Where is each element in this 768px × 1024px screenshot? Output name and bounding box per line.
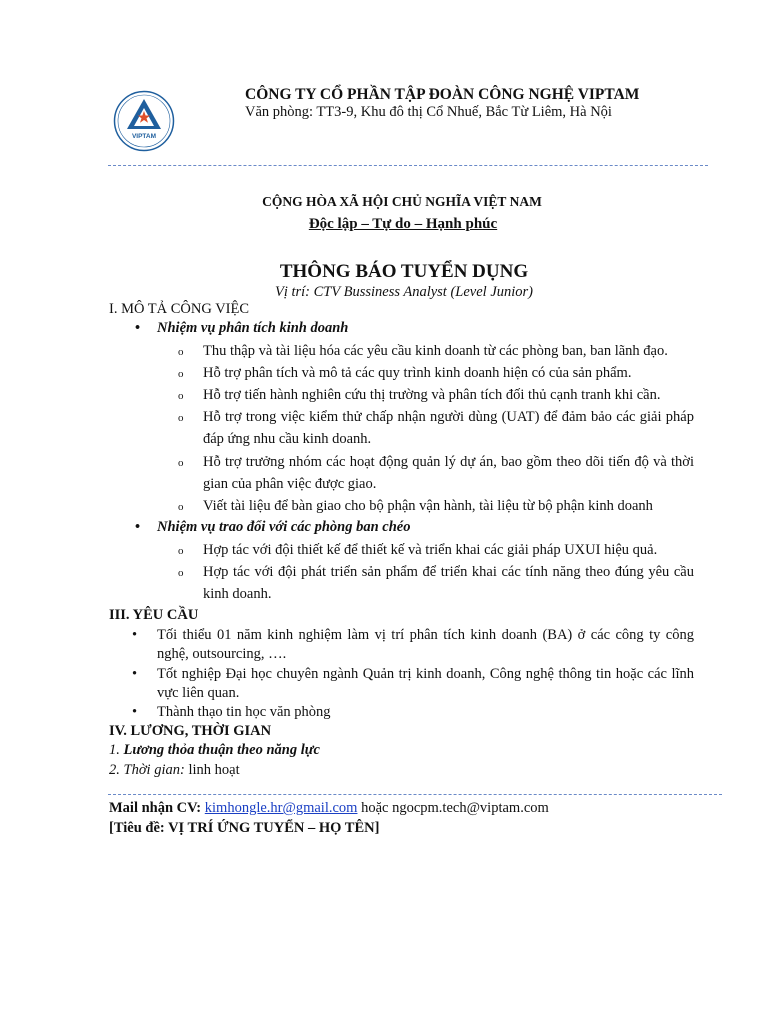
list-item: • Tối thiểu 01 năm kinh nghiệm làm vị trí phân tích kinh doanh (BA) ở các công ty công nghệ, outsourcing, ….: [132, 627, 694, 662]
list-item: o Viết tài liệu để bàn giao cho bộ phận vận hành, tài liệu từ bộ phận kinh doanh: [178, 495, 694, 517]
list-item: • Tốt nghiệp Đại học chuyên ngành Quản trị kinh doanh, Công nghệ thông tin hoặc các lĩnh vực liên quan.: [132, 666, 694, 701]
salary-line: 1. Lương thỏa thuận theo năng lực: [109, 742, 320, 758]
header-divider: [108, 165, 708, 166]
list-item: o Hợp tác với đội phát triển sản phẩm để triển khai các tính năng theo đúng yêu cầu kinh doanh.: [178, 564, 694, 602]
section-3-heading: III. YÊU CẦU: [109, 607, 199, 623]
bullet-icon: •: [135, 519, 141, 535]
bullet-icon: •: [132, 704, 138, 720]
company-address: Văn phòng: TT3-9, Khu đô thị Cổ Nhuế, Bắc Từ Liêm, Hà Nội: [245, 104, 612, 120]
circle-bullet-icon: o: [178, 368, 184, 380]
list-item: o Hợp tác với đội thiết kế để thiết kế và triển khai các giải pháp UXUI hiệu quả.: [178, 539, 694, 561]
list-item: • Thành thạo tin học văn phòng: [132, 704, 331, 720]
list-item: o Hỗ trợ trưởng nhóm các hoạt động quản lý dự án, bao gồm theo dõi tiến độ và thời gian của phân việc được giao.: [178, 454, 694, 492]
circle-bullet-icon: o: [178, 457, 184, 469]
list-item: o Thu thập và tài liệu hóa các yêu cầu kinh doanh từ các phòng ban, ban lãnh đạo.: [178, 340, 694, 362]
circle-bullet-icon: o: [178, 545, 184, 557]
circle-bullet-icon: o: [178, 567, 184, 579]
section-4-heading: IV. LƯƠNG, THỜI GIAN: [109, 723, 272, 739]
list-item: o Hỗ trợ tiến hành nghiên cứu thị trường và phân tích đối thủ cạnh tranh khi cần.: [178, 384, 694, 406]
circle-bullet-icon: o: [178, 412, 184, 424]
email-link-1[interactable]: kimhongle.hr@gmail.com: [204, 800, 358, 816]
svg-text:VIPTAM: VIPTAM: [131, 133, 157, 140]
notice-title: THÔNG BÁO TUYỂN DỤNG: [279, 261, 529, 282]
time-line: 2. Thời gian: linh hoạt: [109, 762, 240, 778]
bullet-icon: •: [132, 627, 138, 643]
circle-bullet-icon: o: [178, 346, 184, 358]
company-logo: [113, 90, 175, 152]
list-item: o Hỗ trợ trong việc kiểm thử chấp nhận người dùng (UAT) để đảm bảo các giải pháp đáp ứng nhu cầu kinh doanh.: [178, 409, 694, 447]
section-1-heading: I. MÔ TẢ CÔNG VIỆC: [109, 301, 250, 317]
email-2: ngocpm.tech@viptam.com: [392, 800, 549, 816]
bullet-icon: •: [132, 666, 138, 682]
company-name: CÔNG TY CỔ PHẦN TẬP ĐOÀN CÔNG NGHỆ VIPTAM: [245, 86, 640, 103]
list-item: o Hỗ trợ phân tích và mô tả các quy trình kinh doanh hiện có của sản phẩm.: [178, 362, 694, 384]
footer-divider: [108, 794, 722, 795]
mail-line: Mail nhận CV: kimhongle.hr@gmail.com hoặc ngocpm.tech@viptam.com: [109, 800, 549, 816]
subject-line: [Tiêu đề: VỊ TRÍ ỨNG TUYỂN – HỌ TÊN]: [109, 820, 380, 836]
circle-bullet-icon: o: [178, 501, 184, 513]
circle-bullet-icon: o: [178, 390, 184, 402]
national-name: CỘNG HÒA XÃ HỘI CHỦ NGHĨA VIỆT NAM: [262, 194, 542, 209]
national-motto: Độc lập – Tự do – Hạnh phúc: [308, 216, 498, 232]
notice-subtitle: Vị trí: CTV Bussiness Analyst (Level Junior): [274, 284, 534, 300]
bullet-icon: •: [135, 320, 141, 336]
